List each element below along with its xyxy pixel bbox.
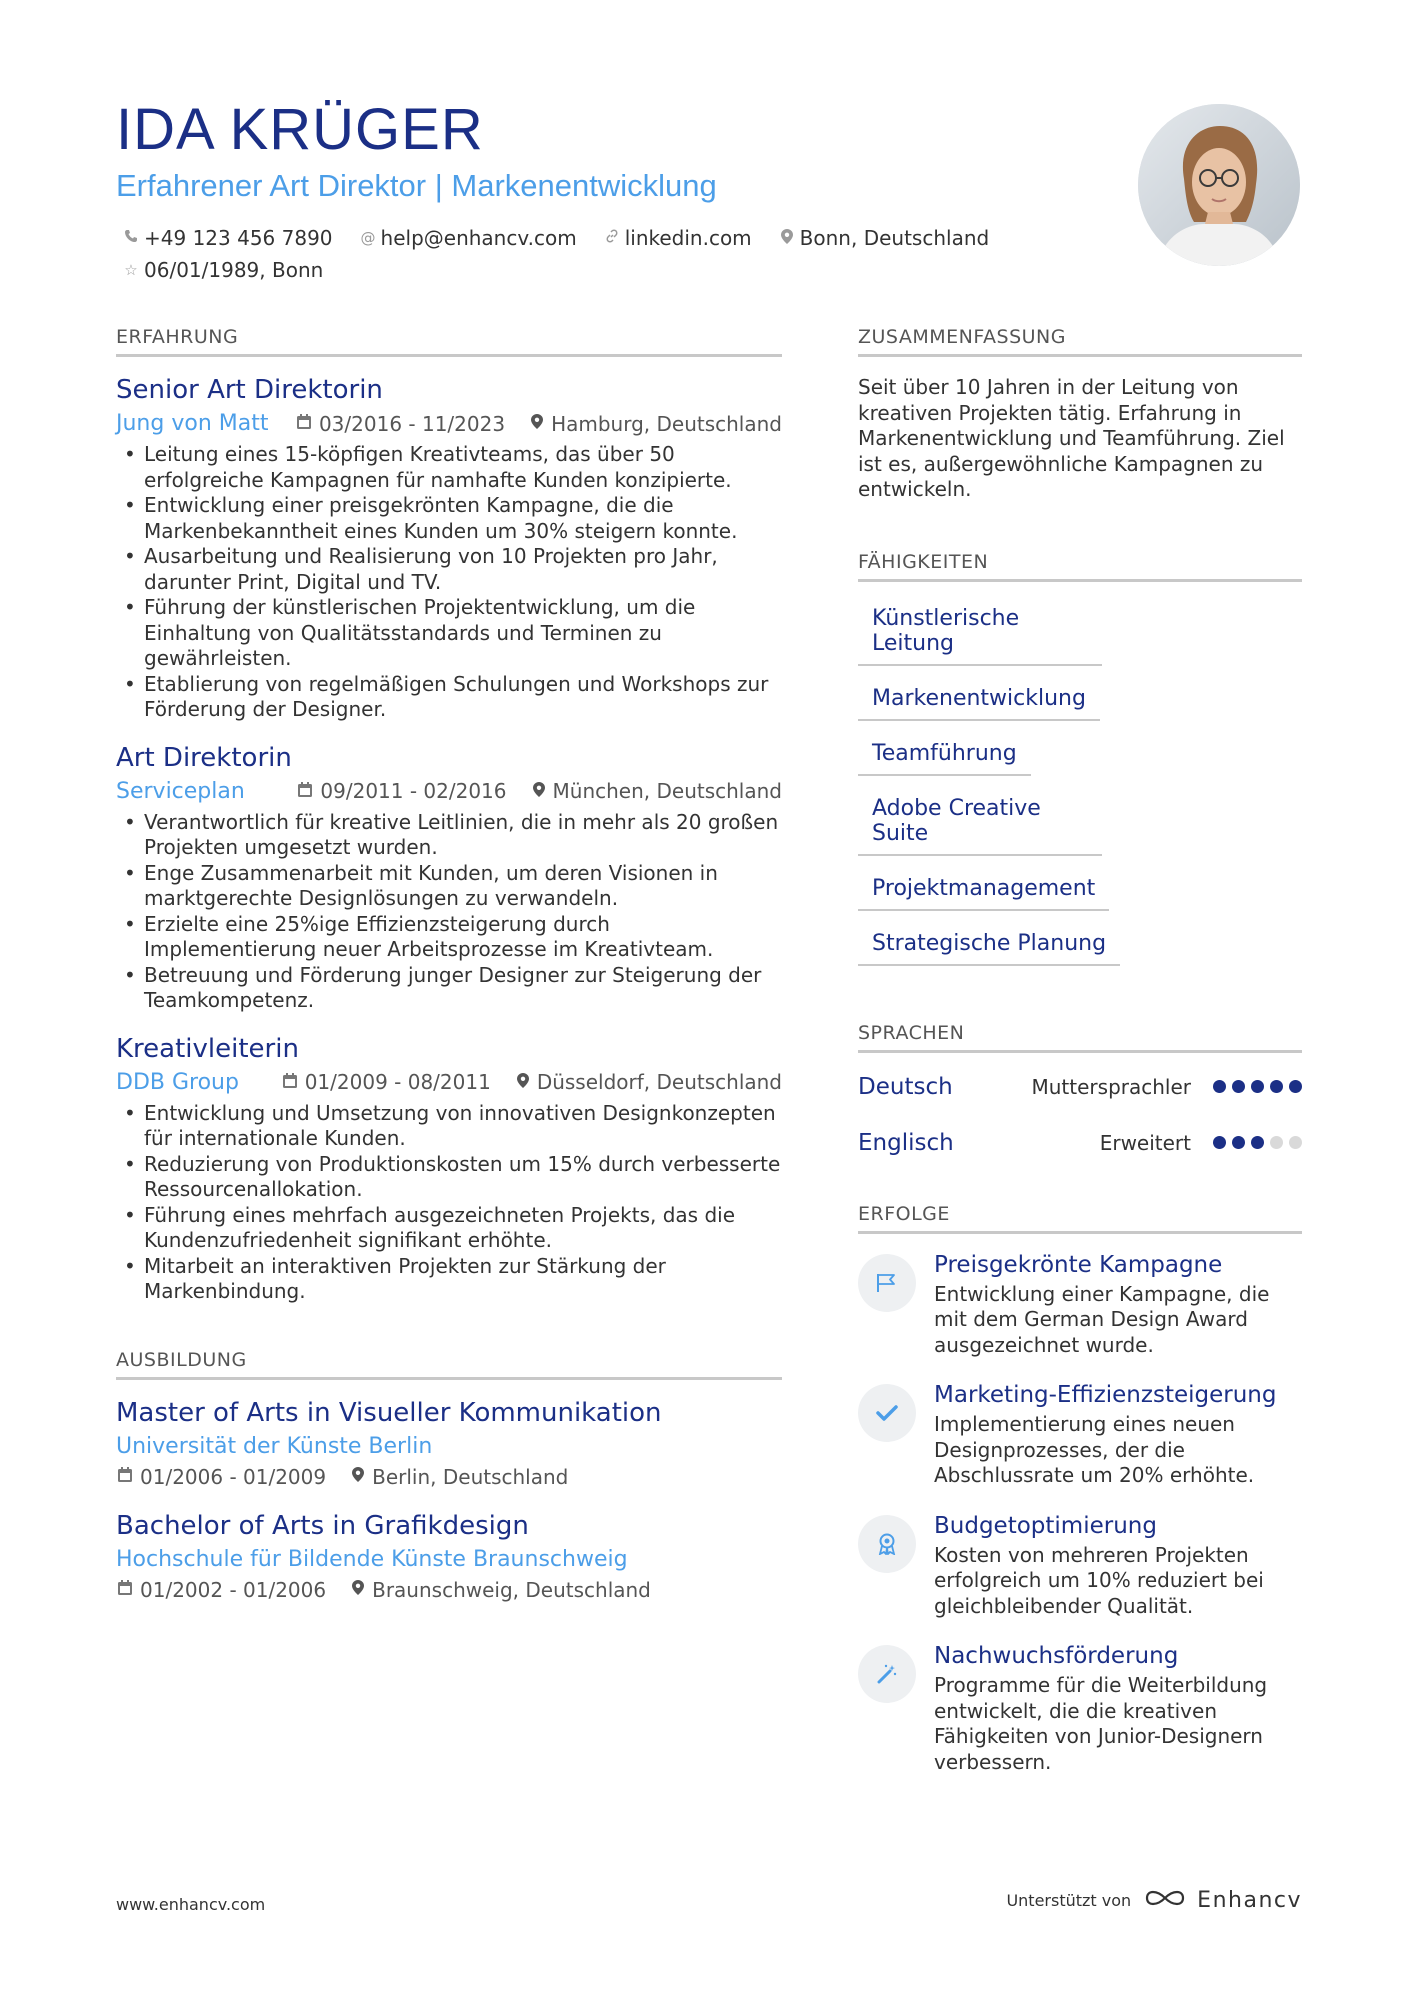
location-pin-icon	[352, 1467, 364, 1486]
bullet-item: • Enge Zusammenarbeit mit Kunden, um deren Visionen in marktgerechte Designlösungen zu verwandeln.	[116, 861, 782, 912]
rating-dot	[1251, 1080, 1264, 1093]
rating-dot	[1270, 1136, 1283, 1149]
language-rating	[1207, 1136, 1302, 1149]
languages-list	[858, 1059, 1302, 1171]
summary-text: Seit über 10 Jahren in der Leitung von kreativen Projekten tätig. Erfahrung in Markenentwicklung und Teamführung. Ziel ist es, außergewöhnliche Kampagnen zu entwickeln.	[858, 375, 1285, 501]
job-dates: 09/2011 - 02/2016	[320, 779, 507, 803]
skill-tag: Künstlerische Leitung	[858, 600, 1102, 666]
skill-tag: Adobe Creative Suite	[858, 790, 1102, 856]
language-name: Englisch	[858, 1129, 954, 1156]
language-level: Muttersprachler	[1031, 1074, 1191, 1099]
calendar-icon	[298, 782, 312, 801]
magic-wand-icon	[858, 1645, 916, 1703]
job-title: Art Direktorin	[116, 742, 292, 773]
birth-text: 06/01/1989, Bonn	[144, 258, 324, 282]
education-entry	[116, 1511, 782, 1602]
candidate-name: IDA KRÜGER	[116, 97, 484, 162]
flag-icon	[858, 1254, 916, 1312]
company-name: Serviceplan	[116, 778, 245, 804]
job-bullets	[116, 810, 782, 1014]
calendar-icon	[118, 1467, 132, 1486]
location-pin-icon	[517, 1073, 529, 1092]
experience-entry	[116, 375, 782, 723]
experience-entry	[116, 743, 782, 1014]
edu-location: Braunschweig, Deutschland	[372, 1577, 651, 1602]
footer-website[interactable]: www.enhancv.com	[116, 1895, 266, 1914]
phone-contact	[124, 226, 333, 250]
languages-heading: SPRACHEN	[858, 1022, 1302, 1053]
rating-dot	[1232, 1136, 1245, 1149]
school-name: Hochschule für Bildende Künste Braunschweig	[116, 1546, 628, 1572]
skill-tag: Strategische Planung	[858, 925, 1120, 966]
powered-by-text: Unterstützt von	[1006, 1890, 1132, 1910]
achievement-desc: Entwicklung einer Kampagne, die mit dem German Design Award ausgezeichnet wurde.	[934, 1281, 1270, 1357]
job-dates: 03/2016 - 11/2023	[318, 411, 506, 436]
achievement-item	[858, 1382, 1302, 1489]
language-name: Deutsch	[858, 1073, 953, 1100]
job-dates: 01/2009 - 08/2011	[304, 1070, 491, 1094]
enhancv-logo-icon	[1143, 1886, 1187, 1914]
bullet-item: • Reduzierung von Produktionskosten um 15% durch verbesserte Ressourcenallokation.	[116, 1152, 782, 1203]
achievement-desc: Implementierung eines neuen Designprozesses, der die Abschlussrate um 20% erhöhte.	[934, 1412, 1255, 1487]
achievement-item	[858, 1643, 1302, 1775]
footer-branding	[1006, 1886, 1302, 1914]
location-pin-icon	[533, 782, 545, 801]
rating-dot	[1289, 1080, 1302, 1093]
skill-tag: Markenentwicklung	[858, 680, 1100, 721]
skill-tag: Projektmanagement	[858, 870, 1109, 911]
email-text: help@enhancv.com	[380, 226, 577, 250]
contact-info	[124, 222, 1024, 286]
brand-name: Enhancv	[1197, 1887, 1302, 1913]
bullet-item: • Entwicklung einer preisgekrönten Kampagne, die die Markenbekanntheit eines Kunden um 30% steigern konnte.	[116, 493, 782, 544]
degree-title: Bachelor of Arts in Grafikdesign	[116, 1510, 529, 1541]
achievement-title: Budgetoptimierung	[934, 1512, 1157, 1539]
skill-tag: Teamführung	[858, 735, 1031, 776]
edu-dates: 01/2002 - 01/2006	[140, 1577, 327, 1602]
right-column	[858, 326, 1302, 1799]
bullet-item: • Ausarbeitung und Realisierung von 10 Projekten pro Jahr, darunter Print, Digital und TV.	[116, 544, 782, 595]
job-location: München, Deutschland	[552, 779, 782, 803]
achievement-desc: Programme für die Weiterbildung entwickelt, die die kreativen Fähigkeiten von Junior-Designern verbessern.	[934, 1673, 1268, 1774]
rating-dot	[1213, 1080, 1226, 1093]
edu-dates: 01/2006 - 01/2009	[140, 1464, 327, 1489]
job-title: Kreativleiterin	[116, 1033, 299, 1064]
bullet-item: • Entwicklung und Umsetzung von innovativen Designkonzepten für internationale Kunden.	[116, 1101, 782, 1152]
summary-heading: ZUSAMMENFASSUNG	[858, 326, 1302, 357]
achievement-title: Preisgekrönte Kampagne	[934, 1251, 1223, 1278]
calendar-icon	[283, 1073, 297, 1092]
rating-dot	[1213, 1136, 1226, 1149]
school-name: Universität der Künste Berlin	[116, 1433, 433, 1459]
job-bullets	[116, 1101, 782, 1305]
location-pin-icon	[531, 414, 543, 433]
check-icon	[858, 1384, 916, 1442]
language-level: Erweitert	[1099, 1130, 1191, 1155]
job-bullets	[116, 442, 782, 723]
company-name: Jung von Matt	[116, 411, 269, 436]
degree-title: Master of Arts in Visueller Kommunikation	[116, 1397, 662, 1428]
star-icon: ☆	[124, 261, 138, 279]
education-entry	[116, 1398, 782, 1489]
rating-dot	[1289, 1136, 1302, 1149]
location-contact	[780, 226, 990, 250]
skills-heading: FÄHIGKEITEN	[858, 551, 1302, 582]
achievement-item	[858, 1513, 1302, 1620]
company-name: DDB Group	[116, 1069, 239, 1095]
rating-dot	[1270, 1080, 1283, 1093]
calendar-icon	[118, 1580, 132, 1599]
location-text: Bonn, Deutschland	[799, 226, 990, 250]
email-contact[interactable]	[361, 226, 577, 250]
edu-location: Berlin, Deutschland	[372, 1464, 569, 1489]
linkedin-text: linkedin.com	[624, 226, 752, 250]
location-pin-icon	[352, 1580, 364, 1599]
job-title: Senior Art Direktorin	[116, 375, 383, 405]
achievement-title: Nachwuchsförderung	[934, 1643, 1179, 1669]
linkedin-contact[interactable]	[605, 226, 752, 250]
candidate-title: Erfahrener Art Direktor | Markenentwicklung	[116, 168, 717, 203]
location-pin-icon	[780, 229, 794, 248]
language-row	[858, 1115, 1302, 1171]
language-row	[858, 1059, 1302, 1115]
education-heading: AUSBILDUNG	[116, 1349, 782, 1380]
at-icon: @	[360, 229, 376, 247]
experience-entry	[116, 1034, 782, 1305]
achievement-item	[858, 1252, 1302, 1359]
profile-photo	[1138, 104, 1300, 266]
bullet-item: • Erzielte eine 25%ige Effizienzsteigerung durch Implementierung neuer Arbeitsprozesse im Kreativteam.	[116, 912, 782, 963]
achievement-desc: Kosten von mehreren Projekten erfolgreich um 10% reduziert bei gleichbleibender Qualität.	[934, 1542, 1264, 1618]
job-location: Düsseldorf, Deutschland	[536, 1070, 782, 1094]
achievements-heading: ERFOLGE	[858, 1203, 1302, 1234]
bullet-item: • Leitung eines 15-köpfigen Kreativteams, das über 50 erfolgreiche Kampagnen für namhafte Kunden konzipierte.	[116, 442, 782, 493]
experience-heading: ERFAHRUNG	[116, 326, 782, 357]
bullet-item: • Betreuung und Förderung junger Designer zur Steigerung der Teamkompetenz.	[116, 963, 782, 1014]
calendar-icon	[297, 414, 311, 433]
birth-contact	[124, 258, 323, 282]
bullet-item: • Verantwortlich für kreative Leitlinien, die in mehr als 20 großen Projekten umgesetzt wurden.	[116, 810, 782, 861]
phone-icon	[124, 229, 138, 247]
language-rating	[1207, 1080, 1302, 1093]
phone-text: +49 123 456 7890	[144, 226, 333, 250]
award-icon	[858, 1515, 916, 1573]
bullet-item: • Etablierung von regelmäßigen Schulungen und Workshops zur Förderung der Designer.	[116, 672, 782, 723]
job-location: Hamburg, Deutschland	[551, 411, 782, 436]
bullet-item: • Mitarbeit an interaktiven Projekten zur Stärkung der Markenbindung.	[116, 1254, 782, 1305]
left-column	[116, 326, 782, 1624]
rating-dot	[1232, 1080, 1245, 1093]
link-icon	[605, 229, 619, 247]
bullet-item: • Führung der künstlerischen Projektentwicklung, um die Einhaltung von Qualitätsstandards und Terminen zu gewährleisten.	[116, 595, 782, 672]
rating-dot	[1251, 1136, 1264, 1149]
skills-list	[858, 600, 1302, 980]
achievement-title: Marketing-Effizienzsteigerung	[934, 1382, 1277, 1408]
bullet-item: • Führung eines mehrfach ausgezeichneten Projekts, das die Kundenzufriedenheit signifikant erhöhte.	[116, 1203, 782, 1254]
